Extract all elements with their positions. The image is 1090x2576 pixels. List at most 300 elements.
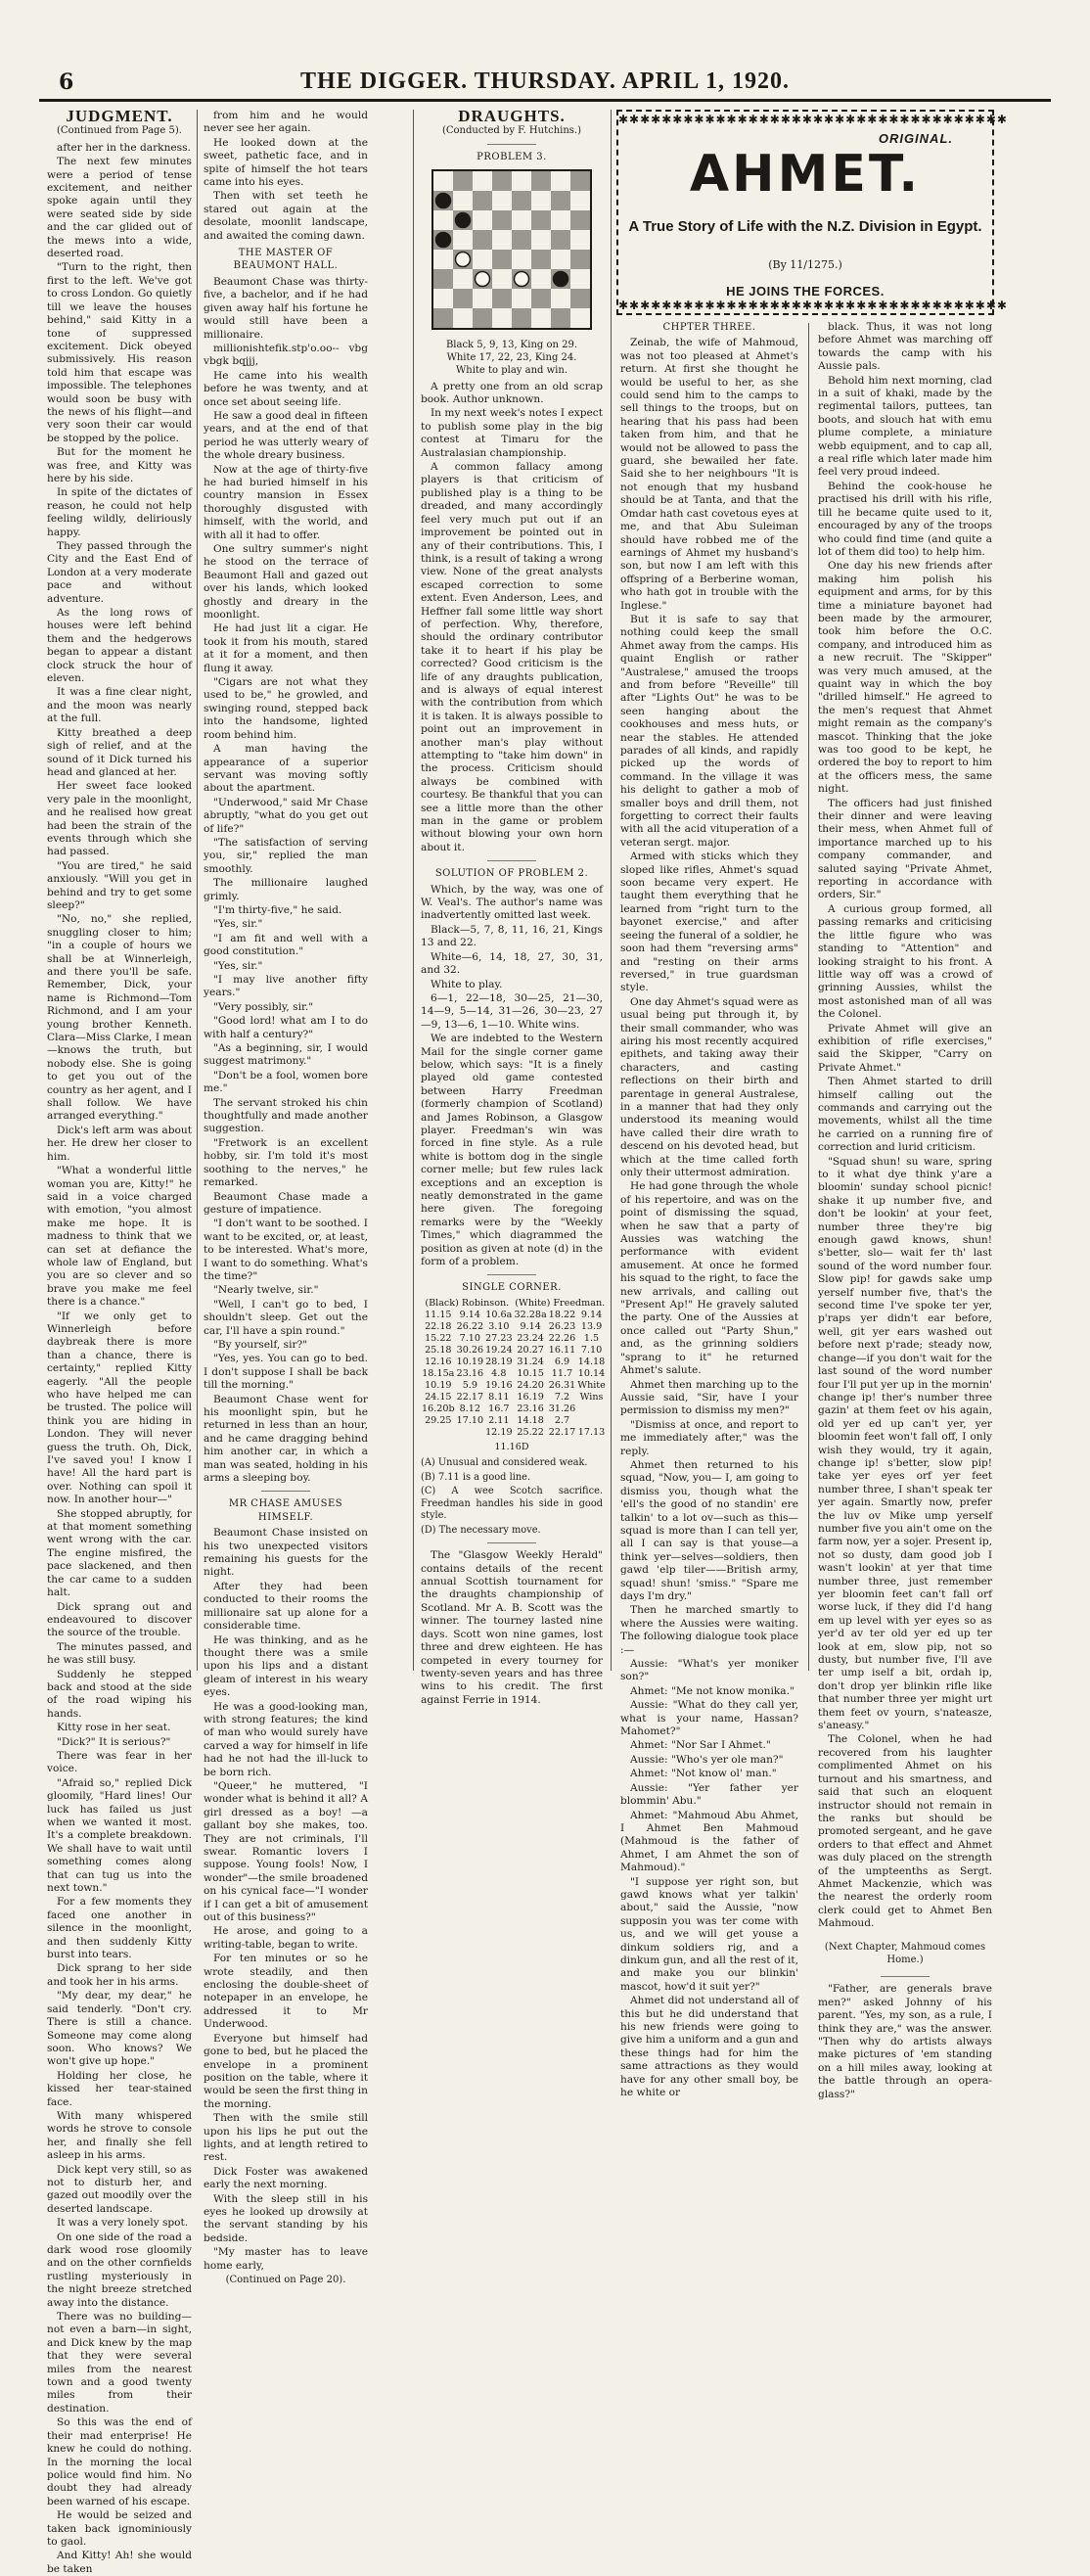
paragraph: The officers had just finished their dinner and were leaving their mess, when Ahmet full of importance marched up to his company commander, and saluted saying "Private Ahmet, reporting in accordance with orders, Sir." — [818, 797, 992, 901]
judgment-column — [47, 107, 192, 2575]
ahmet-byline: (By 11/1275.) — [768, 258, 842, 271]
paragraph: "No, no," she replied, snuggling closer to him; "in a couple of hours we shall be at Winnerleigh, and there you'll be safe. Remember, Dick, your name is Richmond—Tom Richmond, and I am your young brother Kenneth. Clara—Miss Clarke, I mean—knows the truth, but nobody else. She is going to get you out of the country as her agent, and I shall follow. We have arranged everything." — [47, 913, 192, 1123]
table-row — [421, 1380, 607, 1392]
ahmet-body-2 — [818, 321, 992, 1931]
board-light-square — [473, 210, 492, 230]
board-dark-square — [512, 191, 531, 210]
column-rule — [611, 110, 612, 1671]
paragraph: They passed through the City and the East End of London at a very moderate pace and without adventure. — [47, 540, 192, 605]
table-cell — [576, 1415, 607, 1427]
table-cell: 10.19 — [425, 1379, 452, 1391]
board-light-square — [570, 308, 590, 328]
section-heading-master: THE MASTER OF BEAUMONT HALL. — [233, 248, 339, 272]
paragraph: The minutes passed, and he was still busy. — [47, 1640, 192, 1667]
table-cell: 13.9 — [580, 1320, 603, 1332]
paragraph: The next few minutes were a period of tense excitement, and neither spoke again until they were seated side by side and the car glided out of the mews into a wide, deserted road. — [47, 156, 192, 260]
board-light-square — [473, 171, 492, 191]
problem-title: PROBLEM 3. — [477, 151, 547, 162]
paragraph: Ahmet: "Not know ol' man." — [630, 1768, 777, 1780]
paragraph: And Kitty! Ah! she would be taken — [47, 2550, 192, 2575]
table-cell: 18.22 — [548, 1309, 576, 1320]
paragraph: "Fretwork is an excellent hobby, sir. I'm told it's most soothing to the nerves," he remarked. — [204, 1136, 368, 1189]
table-cell: 22.18 — [425, 1320, 452, 1332]
paragraph: We are indebted to the Western Mail for the single corner game below, which says: "It is a finely played old game contested between Harry Freedman (formerly champion of Scotland) and James Robinson, a Glasgow player. Freedman's win was forced in fine style. As a rule white is bottom dog in the single corner melle; but few rules lack exceptions and an exception is neatly demonstrated in the game here given. The foregoing remarks were by the "Weekly Times," which diagrammed the position as given at note (d) in the form of a problem. — [421, 1033, 603, 1268]
paragraph: "Dick?" It is serious?" — [57, 1735, 171, 1748]
draughts-note: (A) Unusual and considered weak. — [421, 1457, 588, 1469]
table-cell: 22.17 — [456, 1391, 484, 1403]
table-cell: 25.22 — [517, 1426, 544, 1438]
single-corner-rows — [421, 1310, 607, 1439]
board-caption-black: Black 5, 9, 13, King on 29. — [445, 339, 578, 350]
paragraph: "I am fit and well with a good constitution." — [204, 932, 368, 958]
board-dark-square — [570, 250, 590, 269]
newspaper-title: THE DIGGER. THURSDAY. APRIL 1, 1920. — [300, 69, 790, 94]
paragraph: Aussie: "Yer father yer blommin' Abu." — [620, 1781, 798, 1808]
paragraph: Dick sprang out and endeavoured to discover the source of the trouble. — [47, 1600, 192, 1639]
paragraph: Suddenly he stepped back and stood at the side of the road wiping his hands. — [47, 1668, 192, 1720]
story-continued-note: (Continued on Page 20). — [225, 2275, 346, 2285]
original-label: ORIGINAL. — [878, 131, 953, 146]
paragraph: after her in the darkness. — [57, 141, 191, 154]
paragraph: There was fear in her voice. — [47, 1749, 192, 1775]
paragraph: He had just lit a cigar. He took it from his mouth, stared at it for a moment, and then flung it away. — [204, 622, 368, 674]
draughts-solution — [421, 884, 603, 1269]
board-dark-square — [492, 289, 512, 308]
draughts-intro — [421, 381, 603, 855]
board-light-square — [473, 250, 492, 269]
single-corner-table — [421, 1298, 607, 1439]
draughts-conductor: (Conducted by F. Hutchins.) — [441, 125, 581, 137]
table-cell: 24.20 — [517, 1379, 544, 1391]
page-number: 6 — [59, 69, 74, 95]
paragraph: "Dismiss at once, and report to me immediately after," was the reply. — [620, 1418, 798, 1457]
paragraph: Now at the age of thirty-five he had buried himself in his country mansion in Essex thoroughly disgusted with himself, with the world, and with all it had to offer. — [204, 463, 368, 541]
paragraph: "Very possibly, sir." — [213, 1000, 314, 1013]
paragraph: A common fallacy among players is that criticism of published play is a thing to be dreaded, and many accordingly feel very much put out if an improvement be pointed out in any of their contributions. This, I think, is a result of taking a wrong view. None of the great analysts escaped correction to some extent. Even Anderson, Lees, and Heffner fall some little way short of perfection. Why, therefore, should the ordinary contributor take it to heart if his play be corrected? Good criticism is the life of any draughts publication, and is always of equal interest with the contribution from which it is taken. It is always possible to point out an improvement in another man's play without attempting to "take him down" in the process. Criticism should always be combined with courtesy. Be thankful that you can see a little more than the other man in the game or problem without blowing your own horn about it. — [421, 461, 603, 853]
paragraph: "As a beginning, sir, I would suggest matrimony." — [204, 1042, 368, 1068]
board-light-square — [551, 289, 570, 308]
story-body-a — [204, 110, 368, 243]
board-wrap — [421, 169, 603, 334]
table-cell: 12.19 — [485, 1426, 513, 1438]
table-cell: 26.23 — [548, 1320, 576, 1332]
table-cell: 5.9 — [462, 1379, 477, 1391]
draughts-closing: The "Glasgow Weekly Herald" contains details of the recent annual Scottish tournament for the draughts championship of Scotland. Mr A. B. Scott was the winner. The tourney lasted nine days. Scott won nine games, lost three and drew eighteen. He has competed in every tourney for twenty-seven years and has three wins to his credit. The first against Ferrie in 1914. — [421, 1549, 603, 1706]
paragraph: Beaumont Chase went for his moonlight spin, but he returned in less than an hour, and he came dragging behind him another car, in which a man was seated, holding in his arms a sleeping boy. — [204, 1393, 368, 1485]
table-row — [421, 1345, 607, 1357]
paragraph: Aussie: "Who's yer ole man?" — [630, 1753, 784, 1766]
story-body-b — [204, 276, 368, 1486]
paragraph: "I may live another fifty years." — [204, 974, 368, 999]
paragraph: He came into his wealth before he was twenty, and at once set about seeing life. — [204, 369, 368, 408]
paragraph: Beaumont Chase insisted on his two unexpected visitors remaining his guests for the night. — [204, 1527, 368, 1579]
paragraph: In my next week's notes I expect to publish some play in the big contest at Timaru for the Australasian championship. — [421, 407, 603, 459]
table-cell: 10.14 — [577, 1367, 606, 1379]
ahmet-column-2 — [818, 110, 992, 2100]
paragraph: It was a fine clear night, and the moon was nearly at the full. — [47, 686, 192, 725]
table-cell: 15.22 — [425, 1332, 452, 1344]
board-dark-square — [512, 308, 531, 328]
board-light-square — [453, 308, 473, 328]
white-piece — [476, 272, 490, 287]
paragraph: Dick Foster was awakened early the next morning. — [204, 2165, 368, 2191]
story-body-c — [204, 1527, 368, 2273]
table-cell: 8.12 — [459, 1403, 481, 1414]
paragraph: As the long rows of houses were left behind them and the hedgerows began to appear a distant clock struck the hour of eleven. — [47, 607, 192, 685]
table-cell: 16.19 — [517, 1391, 544, 1403]
board-light-square — [512, 289, 531, 308]
board-light-square — [492, 191, 512, 210]
table-cell: 2.7 — [554, 1414, 570, 1426]
draughts-note: (C) A wee Scotch sacrifice. Freedman handles his side in good style. — [421, 1486, 603, 1522]
divider — [487, 1542, 536, 1543]
table-cell: 25.18 — [425, 1344, 452, 1356]
table-cell: 26.22 — [456, 1320, 484, 1332]
table-cell: 28.19 — [485, 1356, 513, 1367]
paragraph: Dick's left arm was about her. He drew her closer to him. — [47, 1124, 192, 1163]
table-cell: 16.20b — [422, 1403, 455, 1414]
table-cell: 19.16 — [485, 1379, 513, 1391]
paragraph: He arose, and going to a writing-table, began to write. — [204, 1925, 368, 1951]
paragraph: "If we only get to Winnerleigh before daybreak there is more than a chance, there is certainty," replied Kitty eagerly. "All the people who have helped me can be trusted. The police will think you are hiding in London. They will never guess the truth. Oh, Dick, I've saved you! I know I have! All the hard part is over. Nothing can spoil it now. In another hour—" — [47, 1310, 192, 1506]
table-cell: 4.8 — [491, 1367, 507, 1379]
paragraph: One day Ahmet's squad were as usual being put through it, by their small commander, who was airing his most recently acquired epithets, and taking away their characters, and casting reflections on their birth and parentage in general Australese, in a manner that had they only understood its meaning would have called their dire wrath to descend on his devoted head, but which at the time called forth only their uttermost admiration. — [620, 995, 798, 1178]
table-cell: 26.31 — [548, 1379, 576, 1391]
table-cell: 10.19 — [456, 1356, 484, 1367]
paragraph: Private Ahmet will give an exhibition of rifle exercises," said the Skipper, "Carry on Private Ahmet." — [818, 1022, 992, 1074]
star-border-bottom: ✱✱✱✱✱✱✱✱✱✱✱✱✱✱✱✱✱✱✱✱✱✱✱✱✱✱✱✱✱✱✱✱✱✱✱✱ — [618, 299, 1008, 312]
table-cell: 17.13 — [577, 1426, 606, 1438]
judgment-body — [47, 142, 192, 2576]
paragraph: "Queer," he muttered, "I wonder what is behind it all? A girl dressed as a boy! —a gallant boy she makes, too. They are not criminals, I'll swear. Romantic lovers I suppose. Young fools! Now, I wonder"—the smile broadened on his cynical face—"I wonder if I can get a bit of amusement out of this business?" — [204, 1779, 368, 1924]
divider — [261, 1491, 310, 1492]
paragraph: "Yes, sir." — [213, 918, 263, 931]
table-cell: 24.15 — [425, 1391, 452, 1403]
table-cell: 11.7 — [551, 1367, 573, 1379]
paragraph: Ahmet did not understand all of this but he did understand that his new friends were going to give him a uniform and a gun and these things had for him the same attractions as they would have for any other small boy, be he white or — [620, 1995, 798, 2099]
column-rule — [197, 110, 198, 1671]
paragraph: Then with set teeth he stared out again at the desolate, moonlit landscape, and awaited the coming dawn. — [204, 190, 368, 242]
paragraph: But for the moment he was free, and Kitty was here by his side. — [47, 446, 192, 484]
board-light-square — [453, 230, 473, 250]
paragraph: Aussie: "What's yer moniker son?" — [620, 1658, 798, 1683]
table-cell — [456, 1427, 484, 1439]
paragraph: A man having the appearance of a superior servant was moving softly about the apartment. — [204, 743, 368, 795]
table-row — [421, 1392, 607, 1403]
board-light-square — [570, 230, 590, 250]
table-cell: White — [577, 1379, 606, 1391]
draughts-notes — [421, 1457, 603, 1537]
board-light-square — [433, 210, 453, 230]
single-corner-title: SINGLE CORNER. — [462, 1282, 562, 1294]
table-last-move: 11.16D — [494, 1441, 529, 1452]
paragraph: Aussie: "What do they call yer, what is your name, Hassan? Mahomet?" — [620, 1699, 798, 1738]
draughts-heading: DRAUGHTS. — [458, 107, 566, 125]
table-cell: 22.26 — [548, 1332, 576, 1344]
paragraph: Behind the cook-house he practised his drill with his rifle, till he became quite used to it, encouraged by any of the troops who could find time (and quite a lot of them did too) to help him. — [818, 480, 992, 558]
judgment-continued: (Continued from Page 5). — [57, 125, 182, 137]
table-cell: 10.6a — [485, 1309, 513, 1320]
board-dark-square — [473, 308, 492, 328]
table-cell: 20.27 — [517, 1344, 544, 1356]
next-chapter-note: (Next Chapter, Mahmoud comes Home.) — [824, 1941, 986, 1965]
paragraph: "What a wonderful little woman you are, Kitty!" he said in a voice charged with emotion, "you almost make me hope. It is madness to think that we can set at defiance the whole law of England, but you are so clever and so brave you make me feel there is a chance." — [47, 1165, 192, 1309]
board-caption-play: White to play and win. — [456, 364, 568, 376]
paragraph: One sultry summer's night he stood on the terrace of Beaumont Hall and gazed out over his lands, which looked ghostly and dreary in the moonlight. — [204, 543, 368, 621]
paragraph: With the sleep still in his eyes he looked up drowsily at the servant standing by his bedside. — [204, 2192, 368, 2244]
table-cell — [576, 1403, 607, 1415]
board-dark-square — [512, 230, 531, 250]
paragraph: Zeinab, the wife of Mahmoud, was not too pleased at Ahmet's return. At first she thought he would be useful to her, as she could send him to the camps to sell things to the troops, but on hearing that his pass had been taken from him, and that he would not be allowed to pass the guard, she bewailed her fate. Said she to her neighbours "It is not enough that my husband should be at Tanta, and that the Omdar hath cast covetous eyes at me, and that Abu Suleiman should have robbed me of the earnings of Ahmet my husband's son, but now I am left with this offspring of a Berberine woman, who hath got in trouble with the Inglese." — [620, 337, 798, 612]
table-cell: 19.24 — [485, 1344, 513, 1356]
paragraph: Then with the smile still upon his lips he put out the lights, and at length retired to rest. — [204, 2112, 368, 2164]
paragraph: "By yourself, sir?" — [213, 1338, 308, 1351]
table-row — [421, 1415, 607, 1427]
table-cell: 2.11 — [488, 1414, 510, 1426]
ahmet-tail — [818, 1983, 992, 2101]
board-dark-square — [433, 308, 453, 328]
board-light-square — [551, 210, 570, 230]
paragraph: A pretty one from an old scrap book. Author unknown. — [421, 380, 603, 406]
paragraph: 6—1, 22—18, 30—25, 21—30, 14—9, 5—14, 31—26, 30—23, 27—9, 13—6, 1—10. White wins. — [421, 991, 603, 1031]
table-cell: Wins — [579, 1391, 604, 1403]
table-cell: 7.10 — [459, 1332, 481, 1344]
table-cell: 29.25 — [425, 1414, 452, 1426]
paragraph: In spite of the dictates of reason, he could not help feeling wildly, deliriously happy. — [47, 486, 192, 538]
board-dark-square — [433, 269, 453, 289]
section-heading-amuses: MR CHASE AMUSES HIMSELF. — [228, 1498, 343, 1523]
paragraph: After they had been conducted to their rooms the millionaire sat up alone for a considerable time. — [204, 1580, 368, 1633]
table-cell: 16.11 — [548, 1344, 576, 1356]
paragraph: Ahmet: "Mahmoud Abu Ahmet, I Ahmet Ben Mahmoud (Mahmoud is the father of Ahmet, I am Ahmet the son of Mahmoud)." — [620, 1809, 798, 1874]
board-dark-square — [551, 191, 570, 210]
board-light-square — [473, 289, 492, 308]
board-dark-square — [492, 210, 512, 230]
paragraph: Ahmet: "Me not know monika." — [630, 1684, 795, 1697]
divider — [487, 144, 536, 145]
paragraph: Kitty rose in her seat. — [57, 1722, 171, 1734]
paragraph: Her sweet face looked very pale in the moonlight, and he realised how great had been the strain of the events through which she had passed. — [47, 780, 192, 858]
story-column — [204, 110, 368, 2285]
paragraph: "You are tired," he said anxiously. "Will you get in behind and try to get some sleep?" — [47, 859, 192, 911]
table-cell: 27.23 — [485, 1332, 513, 1344]
after-banner — [818, 321, 992, 2101]
divider — [881, 1976, 930, 1977]
board-light-square — [453, 269, 473, 289]
paragraph: black. Thus, it was not long before Ahmet was marching off towards the camp with his Aussie pals. — [818, 321, 992, 373]
table-cell: 31.26 — [548, 1403, 576, 1414]
paragraph: "My master has to leave home early, — [204, 2246, 368, 2272]
board-dark-square — [531, 289, 551, 308]
table-row — [421, 1403, 607, 1415]
paragraph: Ahmet then returned to his squad, "Now, you— I, am going to dismiss you, though what the 'ell's the good of no standin' ere talkin' to a lot ov—such as this—squad is more than I can tell yer, all I can say is that youse—a think yer—selves—soldiers, then gawd 'elp tiler——British army, squad! shun! 'smiss." "Spare me days I'm dry." — [620, 1458, 798, 1602]
paragraph: The Colonel, when he had recovered from his laughter complimented Ahmet on his turnout and his smartness, and said that such an eloquent instructor should not remain in the ranks but should be promoted sergeant, and he gave orders to that effect and Ahmet was duly placed on the strength of the umpteenths as Sergt. Ahmet Mackenzie, which was the nearest the orderly room clerk could get to Ahmet Ben Mahmoud. — [818, 1733, 992, 1930]
table-cell: 6.9 — [554, 1356, 570, 1367]
table-cell: 9.14 — [520, 1320, 541, 1332]
paragraph: Beaumont Chase was thirty-five, a bachelor, and if he had given away half his fortune he would still have been a millionaire. — [204, 275, 368, 341]
paragraph: Dick kept very still, so as not to disturb her, and gazed out moodily over the deserted landscape. — [47, 2163, 192, 2215]
board-dark-square — [531, 210, 551, 230]
table-cell: 9.14 — [580, 1309, 603, 1320]
board-light-square — [433, 289, 453, 308]
paragraph: "My dear, my dear," he said tenderly. "Don't cry. There is still a chance. Someone may come along soon. Who knows? We won't give up hope." — [47, 1990, 192, 2068]
table-cell: 10.15 — [517, 1367, 544, 1379]
board-dark-square — [453, 289, 473, 308]
paragraph: Beaumont Chase made a gesture of impatience. — [204, 1190, 368, 1216]
table-row — [421, 1368, 607, 1380]
black-piece — [456, 213, 471, 228]
board-caption-white: White 17, 22, 23, King 24. — [446, 351, 577, 363]
paragraph: With many whispered words he strove to console her, and finally she fell asleep in his arms. — [47, 2109, 192, 2162]
paragraph: "Cigars are not what they used to be," he growled, and swinging round, stepped back into the handsome, lighted room behind him. — [204, 676, 368, 741]
paragraph: millionishtefik.stp'o.oo-- vbg vbgk bqjjj, — [204, 342, 368, 368]
board-light-square — [551, 250, 570, 269]
board-dark-square — [551, 230, 570, 250]
board-light-square — [492, 308, 512, 328]
draughts-board — [431, 169, 592, 330]
paragraph: Dick sprang to her side and took her in his arms. — [47, 1962, 192, 1988]
draughts-note: (D) The necessary move. — [421, 1524, 541, 1536]
paragraph: A curious group formed, all passing remarks and criticising the little figure who was standing to "Attention" and looking straight to his front. A little way off was a crowd of grinning Aussies, whilst the most astonished man of all was the Colonel. — [818, 902, 992, 1021]
table-cell: 17.10 — [456, 1414, 484, 1426]
black-piece — [554, 272, 568, 287]
paragraph: Then Ahmet started to drill himself calling out the commands and carrying out the movements, whilst all the time he carried on a running fire of correction and lurid criticism. — [818, 1076, 992, 1154]
table-cell: 23.16 — [456, 1367, 484, 1379]
table-cell: 7.2 — [554, 1391, 570, 1403]
paragraph: For ten minutes or so he wrote steadily, and then enclosing the double-sheet of notepaper in an envelope, he addressed it to Mr Underwood. — [204, 1953, 368, 2031]
paragraph: Everyone but himself had gone to bed, but he placed the envelope in a prominent position on the table, where it would be seen the first thing in the morning. — [204, 2032, 368, 2110]
board-dark-square — [570, 210, 590, 230]
paragraph: "Squad shun! su ware, spring to it what dye think y'are a bloomin' sunday school picnic! shake it up number five, and don't be lookin' at your feet, number three they're big enough gawd knows, shun! s'better, slo— wait fer th' last sound of the word number four. Slow pip! for gawds sake ump yerself number five, that's the second time I've spoke ter yer, p'raps yer didn't ear before, well, git yer ears washed out before next p'rade; steady now, change—if you don't wait for the last sound of the word number four I'll put yer up in the mornin' change ip! ther's number three gazin' at them feet ov his again, old yer ed up can't yer, yer bloomin feet won't fall off, I only wish they would, try it again, change ip! s'better, slow pip! take yer eyes orf yer feet number three, I shan't speak ter yer again. Smartly now, prefer the luv ov Mike ump yerself number five you ain't ome on the farm now, yer a sojer. Present ip, not so dusty, dam good job I wasn't lookin' at yer that time number three, just remember yer bloomin feet can't fall orf worse luck, if they did I'd hang em up level with yer eyes so as yer'd av ter old yer ed up ter look at em, slow pip, not so dusty, but number five, I'll ave ter ump iself a bit, ordah ip, don't drop yer blinkin rifle like that number three yer might urt them feet ov yourn, s'nateasze, s'aneasy." — [818, 1155, 992, 1732]
table-cell: 9.14 — [459, 1309, 481, 1320]
black-piece — [436, 233, 451, 248]
table-cell: 8.11 — [488, 1391, 510, 1403]
board-light-square — [453, 191, 473, 210]
paragraph: One day his new friends after making him polish his equipment and arms, for by this time a miniature bayonet had been made by the armourer, took him before the O.C. company, and introduced him as a new recruit. The "Skipper" was very much amused, at the quaint way in which the boy "drilled himself." He agreed to the men's request that Ahmet might remain as the company's mascot. Thinking that the joke was too good to be kept, he ordered the boy to report to him at the officers mess, the same night. — [818, 560, 992, 796]
board-light-square — [492, 269, 512, 289]
table-cell: 32.28a — [514, 1309, 547, 1320]
white-piece — [515, 272, 529, 287]
paragraph: Armed with sticks which they sloped like rifles, Ahmet's squad soon became very expert. He taught them everything that he learned from "right turn to the bayonet exercise," and after seeing the funeral of a soldier, he soon had them "reversing arms" and "resting on their arms reversed," in true guardsman style. — [620, 851, 798, 994]
paragraph: He was a good-looking man, with strong features; the kind of man who would surely have carved a way for himself in life had he not had the ill-luck to be born rich. — [204, 1700, 368, 1778]
paragraph: So this was the end of their mad enterprise! He knew he could do nothing. In the morning the local police would find him. No doubt they had already been warned of his escape. — [47, 2416, 192, 2507]
board-dark-square — [570, 289, 590, 308]
board-light-square — [512, 210, 531, 230]
paragraph: "The satisfaction of serving you, sir," replied the man smoothly. — [204, 836, 368, 875]
column-rule — [413, 110, 414, 1671]
paragraph: He had gone through the whole of his repertoire, and was on the point of dismissing the squad, when he saw that a party of Aussies was watching the performance with evident amusement. At once he formed his squad to the right, to face the new arrivals, and calling out "Present Ap!" He gravely saluted the party. One of the Aussies at once called out "Party Shun," and, as the grinning soldiers "sprang to it" he returned Ahmet's salute. — [620, 1180, 798, 1377]
white-piece — [456, 253, 471, 267]
board-light-square — [570, 191, 590, 210]
board-light-square — [531, 308, 551, 328]
ahmet-subhead: HE JOINS THE FORCES. — [726, 284, 885, 299]
board-dark-square — [551, 308, 570, 328]
chapter-heading: CHPTER THREE. — [662, 322, 756, 333]
paragraph: There was no building—not even a barn—in sight, and Dick knew by the map that they were several miles from the nearest town and a good twenty miles from their destination. — [47, 2311, 192, 2415]
paragraph: It was a very lonely spot. — [57, 2217, 189, 2230]
board-light-square — [531, 191, 551, 210]
paragraph: On one side of the road a dark wood rose gloomily and on the other cornfields rustling mysteriously in the night breeze stretched away into the distance. — [47, 2231, 192, 2309]
ahmet-title: AHMET. — [689, 145, 922, 204]
paragraph: He saw a good deal in fifteen years, and at the end of that period he was utterly weary of the whole dreary business. — [204, 409, 368, 462]
paragraph: He looked down at the sweet, pathetic face, and in spite of himself the hot tears came into his eyes. — [204, 136, 368, 189]
table-cell: 23.24 — [517, 1332, 544, 1344]
board-light-square — [512, 171, 531, 191]
table-cell: 22.17 — [548, 1426, 576, 1438]
paragraph: Then he marched smartly to where the Aussies were waiting. The following dialogue took place :— — [620, 1604, 798, 1656]
paragraph: Which, by the way, was one of W. Veal's. The author's name was inadvertently omitted last week. — [421, 883, 603, 922]
table-cell: 18.15a — [422, 1367, 455, 1379]
paragraph: "Don't be a fool, women bore me." — [204, 1069, 368, 1095]
paragraph: "I suppose yer right son, but gawd knows what yer talkin' about," said the Aussie, "now supposin you was ter come with us, and we will get youse a dinkum soldiers rig, and a dinkum gun, and all the rest of it, and make you our blinkin' mascot, how'd it suit yer?" — [620, 1875, 798, 1993]
paragraph: Ahmet: "Nor Sar I Ahmet." — [630, 1739, 771, 1752]
paragraph: Holding her close, he kissed her tear-stained face. — [47, 2069, 192, 2108]
paragraph: "Yes, yes. You can go to bed. I don't suppose I shall be back till the morning." — [204, 1353, 368, 1392]
table-cell: 31.24 — [517, 1356, 544, 1367]
paragraph: Black—5, 7, 8, 11, 16, 21, Kings 13 and 22. — [421, 923, 603, 949]
paragraph: from him and he would never see her again. — [204, 110, 368, 135]
table-cell: 30.26 — [456, 1344, 484, 1356]
board-dark-square — [570, 171, 590, 191]
paragraph: "Yes, sir." — [213, 959, 263, 972]
ahmet-tagline: A True Story of Life with the N.Z. Division in Egypt. — [628, 218, 982, 235]
table-cell: 12.16 — [425, 1356, 452, 1367]
board-dark-square — [492, 171, 512, 191]
divider — [487, 1274, 536, 1275]
paragraph: "Good lord! what am I to do with half a century?" — [204, 1015, 368, 1040]
paragraph: "Nearly twelve, sir." — [213, 1284, 319, 1297]
masthead — [39, 65, 1051, 102]
paragraph: "I'm thirty-five," he said. — [213, 903, 342, 916]
paragraph: White—6, 14, 18, 27, 30, 31, and 32. — [421, 950, 603, 977]
paragraph: "I don't want to be soothed. I want to be excited, or, at least, to be interested. What's more, I want to do something. What's the time?" — [204, 1218, 368, 1282]
table-row — [421, 1321, 607, 1333]
paragraph: Kitty breathed a deep sigh of relief, and at the sound of it Dick turned his head and glanced at her. — [47, 726, 192, 778]
table-head-white: (White) Freedman. — [515, 1297, 606, 1309]
draughts-note: (B) 7.11 is a good line. — [421, 1471, 531, 1483]
paragraph: For a few moments they faced one another in silence in the moonlight, and then suddenly Kitty burst into tears. — [47, 1896, 192, 1961]
board-light-square — [531, 269, 551, 289]
paragraph: "Father, are generals brave men?" asked Johnny of his parent. "Yes, my son, as a rule, I think they are," was the answer. "Then why do artists always make pictures of 'em standing on a hill miles away, looking at the battle through an opera-glass?" — [818, 1983, 992, 2100]
table-cell — [421, 1427, 456, 1439]
star-border-top: ✱✱✱✱✱✱✱✱✱✱✱✱✱✱✱✱✱✱✱✱✱✱✱✱✱✱✱✱✱✱✱✱✱✱✱✱ — [618, 113, 1008, 126]
board-dark-square — [531, 171, 551, 191]
draughts-column — [421, 107, 606, 1706]
paragraph: "Afraid so," replied Dick gloomily, "Hard lines! Our luck has failed us just when we wanted it most. It's a complete breakdown. We shall have to wait until something comes along that can tug us into the next town." — [47, 1776, 192, 1895]
judgment-heading: JUDGMENT. — [66, 107, 173, 125]
board-dark-square — [473, 191, 492, 210]
paragraph: Behold him next morning, clad in a suit of khaki, made by the regimental tailors, puttees, tan boots, and slouch hat with emu plume complete, a miniature webb equipment, and to cap all, a real rifle which later made him feel very proud indeed. — [818, 374, 992, 479]
column-rule — [808, 323, 809, 1671]
table-cell: 11.15 — [425, 1309, 452, 1320]
divider — [487, 860, 536, 861]
board-dark-square — [492, 250, 512, 269]
paragraph: But it is safe to say that nothing could keep the small Ahmet away from the camps. His quaint English or rather "Australese," amused the troops and from before "Reveille" till after "Lights Out" he was to be seen hanging about the cookhouses and mess huts, or near the stables. He attended parades of all kinds, and rapidly picked up the words of command. In the village it was his delight to gather a mob of smaller boys and drill them, not forgetting to correct their faults with all the acid vituperation of a veteran sergt. major. — [620, 613, 798, 849]
board-light-square — [433, 250, 453, 269]
paragraph: White to play. — [431, 978, 503, 990]
table-cell: 23.16 — [517, 1403, 544, 1414]
table-cell: 14.18 — [517, 1414, 544, 1426]
table-row — [421, 1333, 607, 1345]
board-dark-square — [453, 171, 473, 191]
table-row — [421, 1310, 607, 1321]
paragraph: He would be seized and taken back ignominiously to gaol. — [47, 2509, 192, 2548]
paragraph: "Turn to the right, then first to the left. We've got to cross London. Go quietly till we leave the houses behind," said Kitty in a tone of suppressed excitement. Dick obeyed submissively. His reason told him that escape was impossible. The telephones would soon be busy with the news of his flight—and very soon their car would be stopped by the police. — [47, 261, 192, 444]
table-row — [421, 1357, 607, 1368]
paragraph: Ahmet then marching up to the Aussie said, "Sir, have I your permission to dismiss my men?" — [620, 1378, 798, 1417]
board-light-square — [512, 250, 531, 269]
ahmet-body-1 — [620, 337, 798, 2099]
